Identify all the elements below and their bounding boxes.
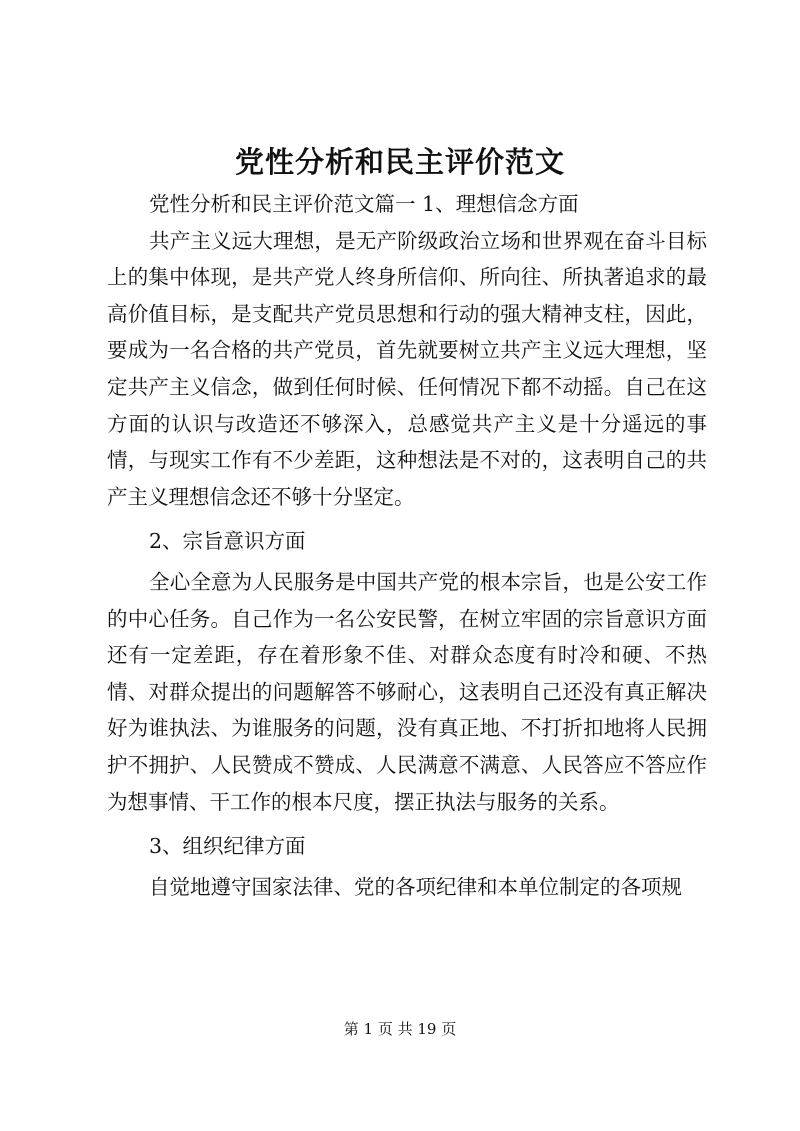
page-number: 第 1 页 共 19 页 [343,1020,457,1038]
paragraph-2: 全心全意为人民服务是中国共产党的根本宗旨，也是公安工作的中心任务。自己作为一名公安民警，在树立牢固的宗旨意识方面还有一定差距，存在着形象不佳、对群众态度有时冷和硬、不热情、对群众提出的问题解答不够耐心，这表明自己还没有真正解决好为谁执法、为谁服务的问题，没有真正地、不打折扣地将人民拥护不拥护、人民赞成不赞成、人民满意不满意、人民答应不答应作为想事情、干工作的根本尺度，摆正执法与服务的关系。 [107,569,707,814]
page-title: 党性分析和民主评价范文 [234,145,565,179]
section-heading-1: 党性分析和民主评价范文篇一 1、理想信念方面 [149,192,579,216]
section-heading-2: 2、宗旨意识方面 [149,529,306,554]
document-body [107,186,707,905]
section-heading-3: 3、组织纪律方面 [149,834,306,859]
paragraph-1: 共产主义远大理想，是无产阶级政治立场和世界观在奋斗目标上的集中体现，是共产党人终身所信仰、所向往、所执著追求的最高价值目标，是支配共产党员思想和行动的强大精神支柱，因此，要成为一名合格的共产党员，首先就要树立共产主义远大理想，坚定共产主义信念，做到任何时候、任何情况下都不动摇。自己在这方面的认识与改造还不够深入，总感觉共产主义是十分遥远的事情，与现实工作有不少差距，这种想法是不对的，这表明自己的共产主义理想信念还不够十分坚定。 [107,228,707,509]
paragraph-3: 自觉地遵守国家法律、党的各项纪律和本单位制定的各项规 [149,874,683,899]
